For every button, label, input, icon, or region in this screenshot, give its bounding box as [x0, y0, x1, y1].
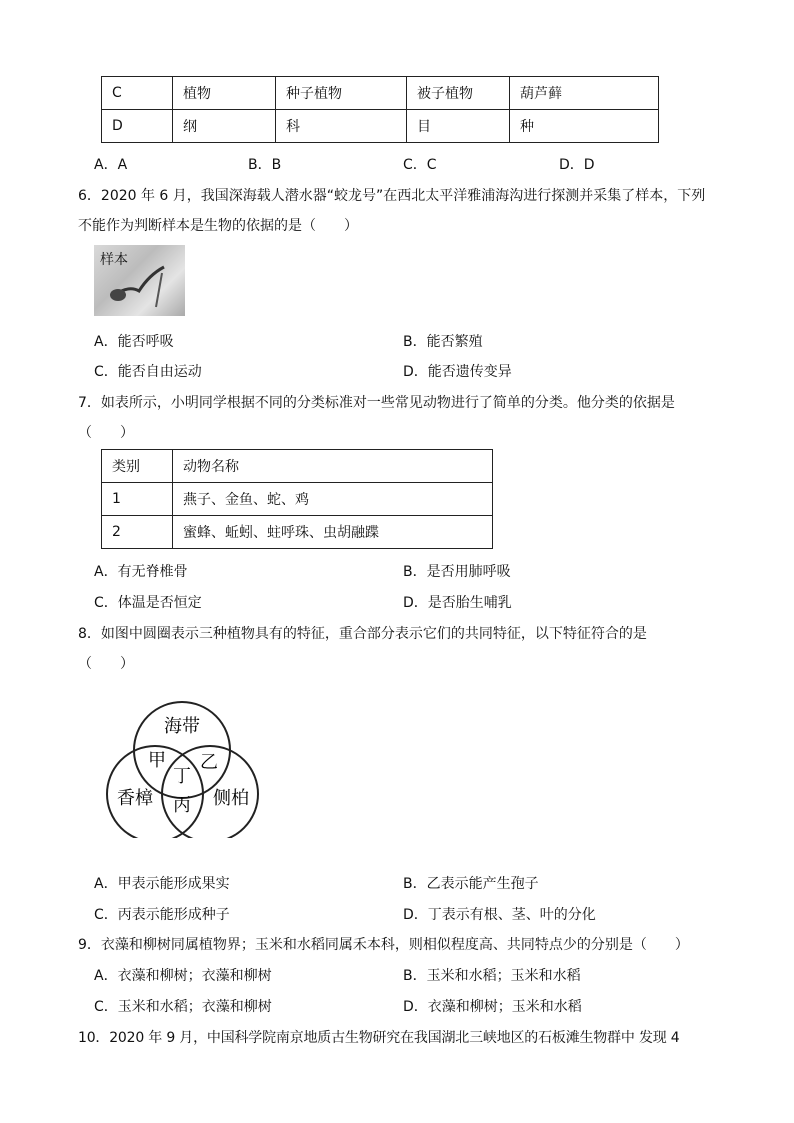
option-a: A．有无脊椎骨 — [94, 564, 188, 580]
question-8-text: 8．如图中圆圈表示三种植物具有的特征，重合部分表示它们的共同特征，以下特征符合的是 — [78, 626, 647, 642]
option-d: D．D — [559, 157, 595, 173]
table-cell: C — [102, 77, 173, 110]
table-cell: 目 — [407, 110, 510, 143]
option-b: B．乙表示能产生孢子 — [403, 876, 539, 892]
option-b: B．能否繁殖 — [403, 334, 483, 350]
option-b: B．是否用肺呼吸 — [403, 564, 511, 580]
option-a: A．甲表示能形成果实 — [94, 876, 230, 892]
option-a: A．衣藻和柳树；衣藻和柳树 — [94, 968, 272, 984]
venn-region-yi: 乙 — [200, 752, 218, 773]
table-cell: 科 — [276, 110, 407, 143]
sample-photo — [94, 245, 185, 316]
option-b: B．玉米和水稻；玉米和水稻 — [403, 968, 581, 984]
table-cell: 蜜蜂、蚯蚓、蛀呼珠、虫胡融蹀 — [173, 516, 493, 549]
question-7-text-cont: （ ） — [78, 425, 134, 441]
venn-region-bing: 丙 — [173, 795, 191, 816]
option-a: A．能否呼吸 — [94, 334, 174, 350]
question-6-text-cont: 不能作为判断样本是生物的依据的是（ ） — [78, 218, 358, 234]
question-7-text: 7．如表所示，小明同学根据不同的分类标准对一些常见动物进行了简单的分类。他分类的依据是 — [78, 395, 675, 411]
table-header-cell: 动物名称 — [173, 450, 493, 483]
sample-label: 样本 — [100, 252, 128, 268]
option-c: C．玉米和水稻；衣藻和柳树 — [94, 999, 272, 1015]
classification-table — [101, 76, 659, 143]
option-c: C．C — [403, 157, 437, 173]
table-cell: 1 — [102, 483, 173, 516]
option-d: D．衣藻和柳树；玉米和水稻 — [403, 999, 582, 1015]
venn-diagram — [103, 698, 263, 838]
question-10-text: 10．2020 年 9 月，中国科学院南京地质古生物研究在我国湖北三峡地区的石板滩生物群中 发现 4 — [78, 1030, 680, 1046]
table-row — [102, 483, 493, 516]
table-cell: 2 — [102, 516, 173, 549]
table-cell: 葫芦藓 — [510, 77, 659, 110]
table-cell: 植物 — [173, 77, 276, 110]
table-cell: 种子植物 — [276, 77, 407, 110]
table-cell: 被子植物 — [407, 77, 510, 110]
sample-drawing — [94, 245, 185, 316]
option-c: C．丙表示能形成种子 — [94, 907, 230, 923]
option-d: D．丁表示有根、茎、叶的分化 — [403, 907, 596, 923]
question-6-text: 6．2020 年 6 月，我国深海载人潜水器“蛟龙号”在西北太平洋雅浦海沟进行探测并采集了样本，下列 — [78, 188, 706, 204]
question-9-text: 9．衣藻和柳树同属植物界；玉米和水稻同属禾本科，则相似程度高、共同特点少的分别是（ ） — [78, 937, 689, 953]
option-d: D．是否胎生哺乳 — [403, 595, 512, 611]
table-row — [102, 77, 659, 110]
table-cell: 种 — [510, 110, 659, 143]
venn-region-ding: 丁 — [173, 766, 191, 787]
option-d: D．能否遗传变异 — [403, 364, 512, 380]
animal-table — [101, 449, 493, 549]
table-row — [102, 516, 493, 549]
table-header-cell: 类别 — [102, 450, 173, 483]
table-row — [102, 110, 659, 143]
table-cell: D — [102, 110, 173, 143]
table-cell: 燕子、金鱼、蛇、鸡 — [173, 483, 493, 516]
venn-region-jia: 甲 — [148, 750, 166, 771]
table-header-row — [102, 450, 493, 483]
option-a: A．A — [94, 157, 128, 173]
option-c: C．体温是否恒定 — [94, 595, 202, 611]
option-b: B．B — [248, 157, 282, 173]
option-c: C．能否自由运动 — [94, 364, 202, 380]
venn-label-left: 香樟 — [117, 788, 153, 809]
venn-label-top: 海带 — [164, 716, 200, 737]
table-cell: 纲 — [173, 110, 276, 143]
venn-label-right: 侧柏 — [213, 788, 249, 809]
question-8-text-cont: （ ） — [78, 656, 134, 672]
